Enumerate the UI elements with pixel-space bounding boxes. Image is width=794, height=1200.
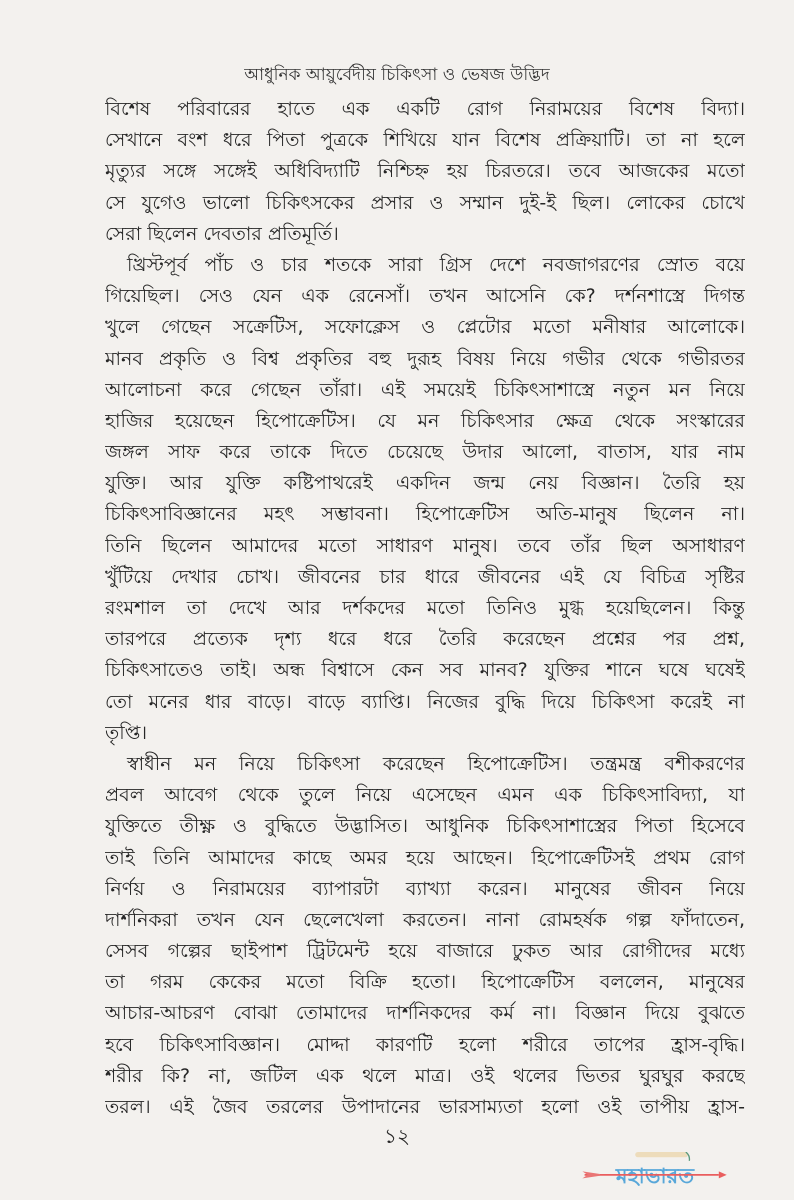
page-body [105,94,745,1123]
text-line: তিনি ছিলেন আমাদের মতো সাধারণ মানুষ। তবে তাঁর ছিল অসাধারণ [105,534,745,557]
text-line: সে যুগেও ভালো চিকিৎসকের প্রসার ও সম্মান দুই-ই ছিল। লোকের চোখে [105,191,745,214]
text-line: তরল। এই জৈব তরলের উপাদানের ভারসাম্যতা হলো ওই তাপীয় হ্রাস- [105,1096,745,1118]
text-line: জঙ্গল সাফ করে তাকে দিতে চেয়েছে উদার আলো, বাতাস, যার নাম [105,441,745,464]
text-line: নির্ণয় ও নিরাময়ের ব্যাপারটা ব্যাখ্যা করেন। মানুষের জীবন নিয়ে [105,877,745,900]
text-line: আলোচনা করে গেছেন তাঁরা। এই সময়েই চিকিৎসাশাস্ত্রে নতুন মন নিয়ে [105,378,745,401]
text-line: সেসব গল্পের ছাইপাশ ট্রিটমেন্ট হয়ে বাজারে ঢুকত আর রোগীদের মধ্যে [105,940,745,963]
text-line: চিকিৎসাবিজ্ঞানের মহৎ সম্ভাবনা। হিপোক্রেটিস অতি-মানুষ ছিলেন না। [105,503,745,526]
text-line: যুক্তিতে তীক্ষ্ণ ও বুদ্ধিতে উদ্ভাসিত। আধুনিক চিকিৎসাশাস্ত্রের পিতা হিসেবে [105,815,745,838]
text-line: তাই তিনি আমাদের কাছে অমর হয়ে আছেন। হিপোক্রেটিসই প্রথম রোগ [105,846,745,869]
text-line: তৃপ্তি। [105,721,148,744]
text-line: সেরা ছিলেন দেবতার প্রতিমূর্তি। [105,222,339,245]
text-line: খ্রিস্টপূর্ব পাঁচ ও চার শতকে সারা গ্রিস দেশে নবজাগরণের স্রোত বয়ে [127,253,745,276]
text-line: মৃত্যুর সঙ্গে সঙ্গেই অধিবিদ্যাটি নিশ্চিহ্ন হয় চিরতরে। তবে আজকের মতো [105,160,745,183]
text-line: তো মনের ধার বাড়ে। বাড়ে ব্যাপ্তি। নিজের বুদ্ধি দিয়ে চিকিৎসা করেই না [105,690,745,713]
text-line: আচার-আচরণ বোঝা তোমাদের দার্শনিকদের কর্ম না। বিজ্ঞান দিয়ে বুঝতে [105,1002,745,1025]
text-line: স্বাধীন মন নিয়ে চিকিৎসা করেছেন হিপোক্রেটিস। তন্ত্রমন্ত্র বশীকরণের [127,752,745,775]
text-line: খুঁটিয়ে দেখার চোখ। জীবনের চার ধারে জীবনের এই যে বিচিত্র সৃষ্টির [105,565,745,588]
text-line: তারপরে প্রত্যেক দৃশ্য ধরে ধরে তৈরি করেছেন প্রশ্নের পর প্রশ্ন, [105,628,745,651]
text-line: খুলে গেছেন সক্রেটিস, সফোক্লেস ও প্লেটোর মতো মনীষার আলোকে। [105,316,745,339]
text-line: সেখানে বংশ ধরে পিতা পুত্রকে শিখিয়ে যান বিশেষ প্রক্রিয়াটি। তা না হলে [105,129,745,152]
text-line: হবে চিকিৎসাবিজ্ঞান। মোদ্দা কারণটি হলো শরীরে তাপের হ্রাস-বৃদ্ধি। [105,1033,745,1056]
text-line: গিয়েছিল। সেও যেন এক রেনেসাঁ। তখন আসেনি কে? দর্শনশাস্ত্রে দিগন্ত [105,285,745,308]
page-number: ১২ [384,1124,410,1148]
text-line: শরীর কি? না, জটিল এক থলে মাত্র। ওই থলের ভিতর ঘুরঘুর করছে [105,1064,745,1087]
text-line: তা গরম কেকের মতো বিক্রি হতো। হিপোক্রেটিস বললেন, মানুষের [105,971,745,994]
text-line: দার্শনিকরা তখন যেন ছেলেখেলা করতেন। নানা রোমহর্ষক গল্প ফাঁদাতেন, [105,908,745,931]
text-line: চিকিৎসাতেও তাই। অন্ধ বিশ্বাসে কেন সব মানব? যুক্তির শানে ঘষে ঘষেই [105,659,745,682]
text-line: যুক্তি। আর যুক্তি কষ্টিপাথরেই একদিন জন্ম নেয় বিজ্ঞান। তৈরি হয় [105,472,745,495]
watermark-text: মহাভারত [615,1162,695,1188]
text-line: হাজির হয়েছেন হিপোক্রেটিস। যে মন চিকিৎসার ক্ষেত্র থেকে সংস্কারের [105,409,745,432]
text-line: মানব প্রকৃতি ও বিশ্ব প্রকৃতির বহু দুরূহ বিষয় নিয়ে গভীর থেকে গভীরতর [105,347,745,370]
text-line: বিশেষ পরিবারের হাতে এক একটি রোগ নিরাময়ের বিশেষ বিদ্যা। [105,98,745,120]
text-line: প্রবল আবেগ থেকে তুলে নিয়ে এসেছেন এমন এক চিকিৎসাবিদ্যা, যা [105,784,745,807]
watermark-logo [560,1152,750,1196]
text-line: রংমশাল তা দেখে আর দর্শকদের মতো তিনিও মুগ্ধ হয়েছিলেন। কিন্তু [105,597,745,619]
running-header: আধুনিক আয়ুর্বেদীয় চিকিৎসা ও ভেষজ উদ্ভিদ [244,65,550,85]
